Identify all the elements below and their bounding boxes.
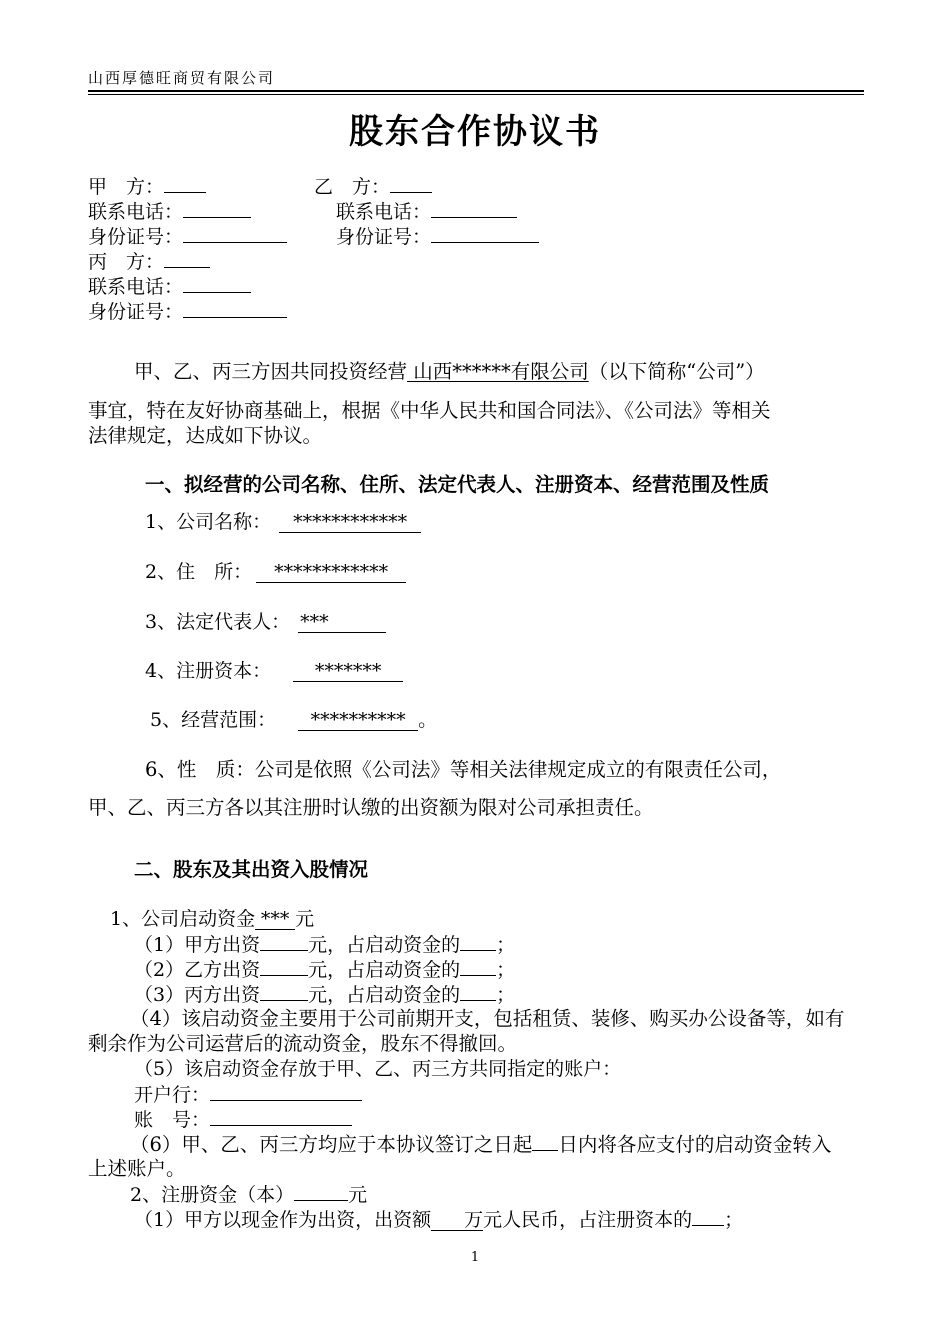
s1-item-4-value[interactable]: ******* xyxy=(293,661,403,682)
party-c-blank[interactable] xyxy=(164,249,210,268)
header-rule-thin xyxy=(88,94,864,95)
s2-contrib-a xyxy=(134,932,515,957)
s1-item-4 xyxy=(145,659,403,683)
party-b-line xyxy=(314,174,432,199)
party-b-phone-blank[interactable] xyxy=(431,199,517,218)
section-1-heading: 一、拟经营的公司名称、住所、法定代表人、注册资本、经营范围及性质 xyxy=(145,473,770,496)
s2-contrib-b-mid: 元，占启动资金的 xyxy=(308,959,461,981)
s2-account-line xyxy=(134,1107,352,1132)
s2-startup-label: 1、公司启动资金 xyxy=(110,908,256,930)
party-a-label: 甲 方： xyxy=(88,176,165,198)
s2-contrib-b-label: （2）乙方出资 xyxy=(134,959,261,981)
s1-item-5-end: 。 xyxy=(418,709,438,731)
s2-reg-1-mid: 元人民币，占注册资本的 xyxy=(483,1209,693,1231)
party-a-phone-line xyxy=(88,199,251,224)
intro-company-name: 山西******有限公司 xyxy=(407,360,589,383)
section-2-heading: 二、股东及其出资入股情况 xyxy=(134,858,369,881)
party-a-id-line xyxy=(88,224,287,249)
party-c-phone-label: 联系电话： xyxy=(88,276,184,298)
intro-line-3: 法律规定，达成如下协议。 xyxy=(88,424,323,447)
s2-p6-pre: （6）甲、乙、丙三方均应于本协议签订之日起 xyxy=(130,1133,533,1156)
s2-bank-blank[interactable] xyxy=(210,1082,362,1101)
s2-contrib-a-end: ； xyxy=(496,934,516,956)
s1-item-4-label: 4、注册资本： xyxy=(145,660,272,682)
party-a-line xyxy=(88,174,206,199)
s2-contrib-c-share[interactable] xyxy=(460,982,496,1001)
s1-item-2-value[interactable]: ************ xyxy=(256,562,406,583)
s2-contrib-a-share[interactable] xyxy=(460,932,496,951)
party-b-id-label: 身份证号： xyxy=(336,226,432,248)
s2-contrib-a-amount[interactable] xyxy=(260,932,308,951)
s2-reg-label: 2、注册资金（本） xyxy=(130,1184,295,1206)
s2-reg-1-end: ； xyxy=(724,1209,744,1231)
party-c-phone-blank[interactable] xyxy=(183,274,251,293)
s2-contrib-a-mid: 元，占启动资金的 xyxy=(308,934,461,956)
header-rule-thick xyxy=(88,90,864,92)
s1-item-5-label: 5、经营范围： xyxy=(150,709,277,731)
intro-abbr: （以下简称“公司”） xyxy=(588,360,765,383)
s2-reg-1-share[interactable] xyxy=(692,1207,724,1226)
party-b-label: 乙 方： xyxy=(314,176,391,198)
s2-account-label: 账 号： xyxy=(134,1109,211,1131)
s2-p5: （5）该启动资金存放于甲、乙、丙三方共同指定的账户： xyxy=(134,1058,622,1080)
s1-item-5 xyxy=(150,708,437,732)
s1-item-5-value[interactable]: ********** xyxy=(298,710,418,731)
s2-bank-line xyxy=(134,1082,362,1107)
party-c-id-blank[interactable] xyxy=(183,299,287,318)
party-b-id-line xyxy=(336,224,539,249)
s2-reg-unit: 元 xyxy=(348,1184,368,1206)
s2-p6-line-2: 上述账户。 xyxy=(88,1157,186,1180)
s2-contrib-b-end: ； xyxy=(496,959,516,981)
party-a-id-label: 身份证号： xyxy=(88,226,184,248)
s2-p4-line-2: 剩余作为公司运营后的流动资金，股东不得撤回。 xyxy=(88,1032,518,1055)
document-header: 山西厚德旺商贸有限公司 xyxy=(88,69,276,87)
s1-item-3-label: 3、法定代表人： xyxy=(145,611,291,633)
s2-contrib-b-amount[interactable] xyxy=(260,957,308,976)
s2-contrib-c-amount[interactable] xyxy=(260,982,308,1001)
s2-reg-1-line xyxy=(134,1207,743,1232)
s2-p4-line-1: （4）该启动资金主要用于公司前期开支，包括租赁、装修、购买办公设备等，如有 xyxy=(130,1007,845,1030)
s2-reg-line xyxy=(130,1182,367,1207)
s2-contrib-c-mid: 元，占启动资金的 xyxy=(308,984,461,1006)
s2-account-blank[interactable] xyxy=(210,1107,352,1126)
s2-bank-label: 开户行： xyxy=(134,1084,211,1106)
intro-line-1 xyxy=(134,360,765,384)
s1-item-1-label: 1、公司名称： xyxy=(145,511,272,533)
s2-contrib-c xyxy=(134,982,515,1007)
s2-reg-1-amount[interactable]: 万 xyxy=(431,1210,483,1231)
party-a-id-blank[interactable] xyxy=(183,224,287,243)
s2-p6-days-blank[interactable] xyxy=(532,1132,558,1151)
party-a-phone-label: 联系电话： xyxy=(88,201,184,223)
s1-item-1-value[interactable]: ************ xyxy=(279,512,421,533)
s2-p6-post: 日内将各应支付的启动资金转入 xyxy=(558,1133,832,1156)
party-a-blank[interactable] xyxy=(164,174,206,193)
party-b-phone-label: 联系电话： xyxy=(336,201,432,223)
s2-contrib-b-share[interactable] xyxy=(460,957,496,976)
s2-contrib-a-label: （1）甲方出资 xyxy=(134,934,261,956)
party-b-blank[interactable] xyxy=(390,174,432,193)
party-c-line xyxy=(88,249,210,274)
party-c-label: 丙 方： xyxy=(88,251,165,273)
party-a-phone-blank[interactable] xyxy=(183,199,251,218)
s1-item-3 xyxy=(145,610,386,634)
s1-item-2-label: 2、住 所： xyxy=(145,561,253,583)
party-c-id-line xyxy=(88,299,287,324)
s1-item-1 xyxy=(145,510,421,534)
party-c-phone-line xyxy=(88,274,251,299)
s2-contrib-c-end: ； xyxy=(496,984,516,1006)
s2-startup-line xyxy=(110,907,314,931)
document-title: 股东合作协议书 xyxy=(349,112,601,152)
s2-reg-blank[interactable] xyxy=(294,1182,348,1201)
s1-item-3-value[interactable]: *** xyxy=(298,612,386,633)
party-b-id-blank[interactable] xyxy=(431,224,539,243)
s1-item-6-line-2: 甲、乙、丙三方各以其注册时认缴的出资额为限对公司承担责任。 xyxy=(88,796,654,819)
s2-reg-1-pre: （1）甲方以现金作为出资，出资额 xyxy=(134,1209,432,1231)
s1-item-2 xyxy=(145,560,406,584)
s2-startup-unit: 元 xyxy=(295,908,315,930)
s1-item-6-line-1: 6、性 质：公司是依照《公司法》等相关法律规定成立的有限责任公司， xyxy=(145,758,782,781)
s2-contrib-c-label: （3）丙方出资 xyxy=(134,984,261,1006)
intro-text: 甲、乙、丙三方因共同投资经营 xyxy=(134,360,408,383)
party-c-id-label: 身份证号： xyxy=(88,301,184,323)
s2-startup-value[interactable]: *** xyxy=(255,909,295,930)
page-number: 1 xyxy=(470,1250,480,1265)
s2-p6-line-1 xyxy=(130,1132,831,1157)
s2-contrib-b xyxy=(134,957,515,982)
intro-line-2: 事宜，特在友好协商基础上，根据《中华人民共和国合同法》、《公司法》等相关 xyxy=(88,399,771,422)
party-b-phone-line xyxy=(336,199,517,224)
